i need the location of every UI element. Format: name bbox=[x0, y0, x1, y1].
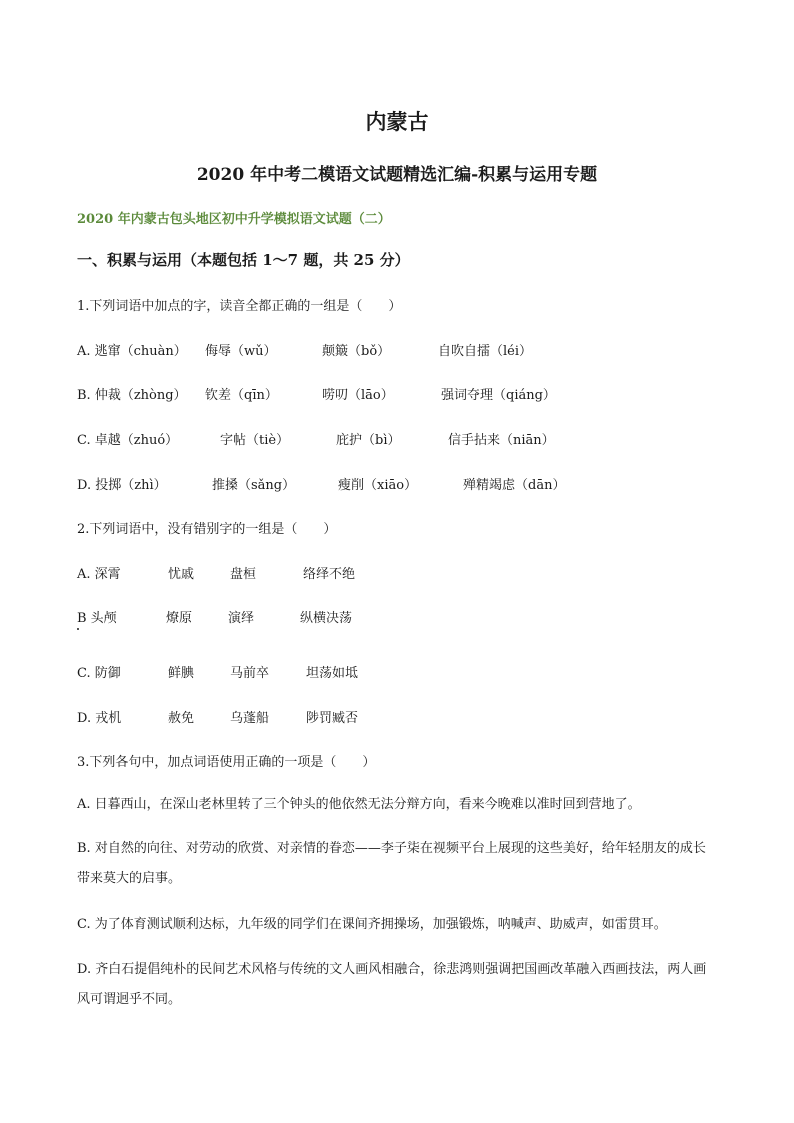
page-title: 内蒙古 bbox=[365, 109, 429, 134]
q1-option-c-2: 字帖（tiè） bbox=[220, 433, 290, 448]
q1-option-b-3: 唠叨（lāo） bbox=[322, 388, 394, 403]
q2-option-b-3: 演绎 bbox=[228, 611, 255, 626]
q1-option-a-2: 侮辱（wǔ） bbox=[205, 344, 277, 359]
q1-option-b-4: 强词夺理（qiáng） bbox=[441, 388, 556, 403]
q1-option-c-4: 信手拈来（niān） bbox=[448, 433, 555, 448]
q2-option-a-1: A. 深霄 bbox=[77, 567, 121, 582]
question-1-stem: 1.下列词语中加点的字，读音全都正确的一组是（ ） bbox=[77, 299, 402, 314]
q2-option-a-3: 盘桓 bbox=[230, 567, 257, 582]
q3-option-b: B. 对自然的向往、对劳动的欣赏、对亲情的眷恋——李子柒在视频平台上展现的这些美好，给年轻朋友的成长带来莫大的启事。 bbox=[77, 841, 706, 886]
q2-option-b-1: B 头颅 bbox=[77, 611, 117, 626]
print-speck bbox=[77, 628, 79, 630]
q2-option-d-1: D. 戎机 bbox=[77, 711, 122, 726]
q1-option-b-2: 钦差（qīn） bbox=[205, 388, 278, 403]
question-3-stem: 3.下列各句中，加点词语使用正确的一项是（ ） bbox=[77, 755, 376, 770]
q2-option-d-4: 陟罚臧否 bbox=[306, 711, 359, 726]
q3-option-a: A. 日暮西山，在深山老林里转了三个钟头的他依然无法分辩方向，看来今晚难以准时回到营地了。 bbox=[77, 797, 641, 812]
q2-option-c-4: 坦荡如坻 bbox=[306, 666, 359, 681]
q3-option-c: C. 为了体育测试顺利达标，九年级的同学们在课间齐拥操场，加强锻炼，呐喊声、助威声，如雷贯耳。 bbox=[77, 917, 667, 932]
q1-option-b-1: B. 仲裁（zhòng） bbox=[77, 388, 187, 403]
q1-option-d-2: 推搡（sǎng） bbox=[212, 478, 296, 493]
q1-option-d-1: D. 投掷（zhì） bbox=[77, 478, 167, 493]
q2-option-a-2: 忧戚 bbox=[168, 567, 195, 582]
q2-option-d-3: 乌蓬船 bbox=[230, 711, 270, 726]
q1-option-a-4: 自吹自擂（léi） bbox=[438, 344, 533, 359]
page-subtitle: 2020 年中考二模语文试题精选汇编-积累与运用专题 bbox=[196, 165, 598, 185]
q2-option-b-4: 纵横决荡 bbox=[300, 611, 353, 626]
question-2-stem: 2.下列词语中，没有错别字的一组是（ ） bbox=[77, 522, 337, 537]
exam-title: 2020 年内蒙古包头地区初中升学模拟语文试题（二） bbox=[77, 212, 391, 227]
q1-option-c-3: 庇护（bì） bbox=[336, 433, 401, 448]
section-heading: 一、积累与运用（本题包括 1～7 题，共 25 分） bbox=[77, 251, 410, 269]
q1-option-c-1: C. 卓越（zhuó） bbox=[77, 433, 179, 448]
q2-option-d-2: 赦免 bbox=[168, 711, 195, 726]
q3-option-d: D. 齐白石提倡纯朴的民间艺术风格与传统的文人画风相融合，徐悲鸿则强调把国画改革融入西画技法，两人画风可谓迥乎不同。 bbox=[77, 962, 707, 1007]
q2-option-b-2: 燎原 bbox=[166, 611, 193, 626]
q2-option-a-4: 络绎不绝 bbox=[303, 567, 356, 582]
q1-option-a-1: A. 逃窜（chuàn） bbox=[77, 344, 187, 359]
q1-option-a-3: 颠簸（bǒ） bbox=[322, 344, 391, 359]
q2-option-c-1: C. 防御 bbox=[77, 666, 121, 681]
q2-option-c-3: 马前卒 bbox=[230, 666, 270, 681]
q1-option-d-3: 瘦削（xiāo） bbox=[338, 478, 418, 493]
q2-option-c-2: 鲜腆 bbox=[168, 666, 195, 681]
q1-option-d-4: 殚精竭虑（dān） bbox=[463, 478, 566, 493]
